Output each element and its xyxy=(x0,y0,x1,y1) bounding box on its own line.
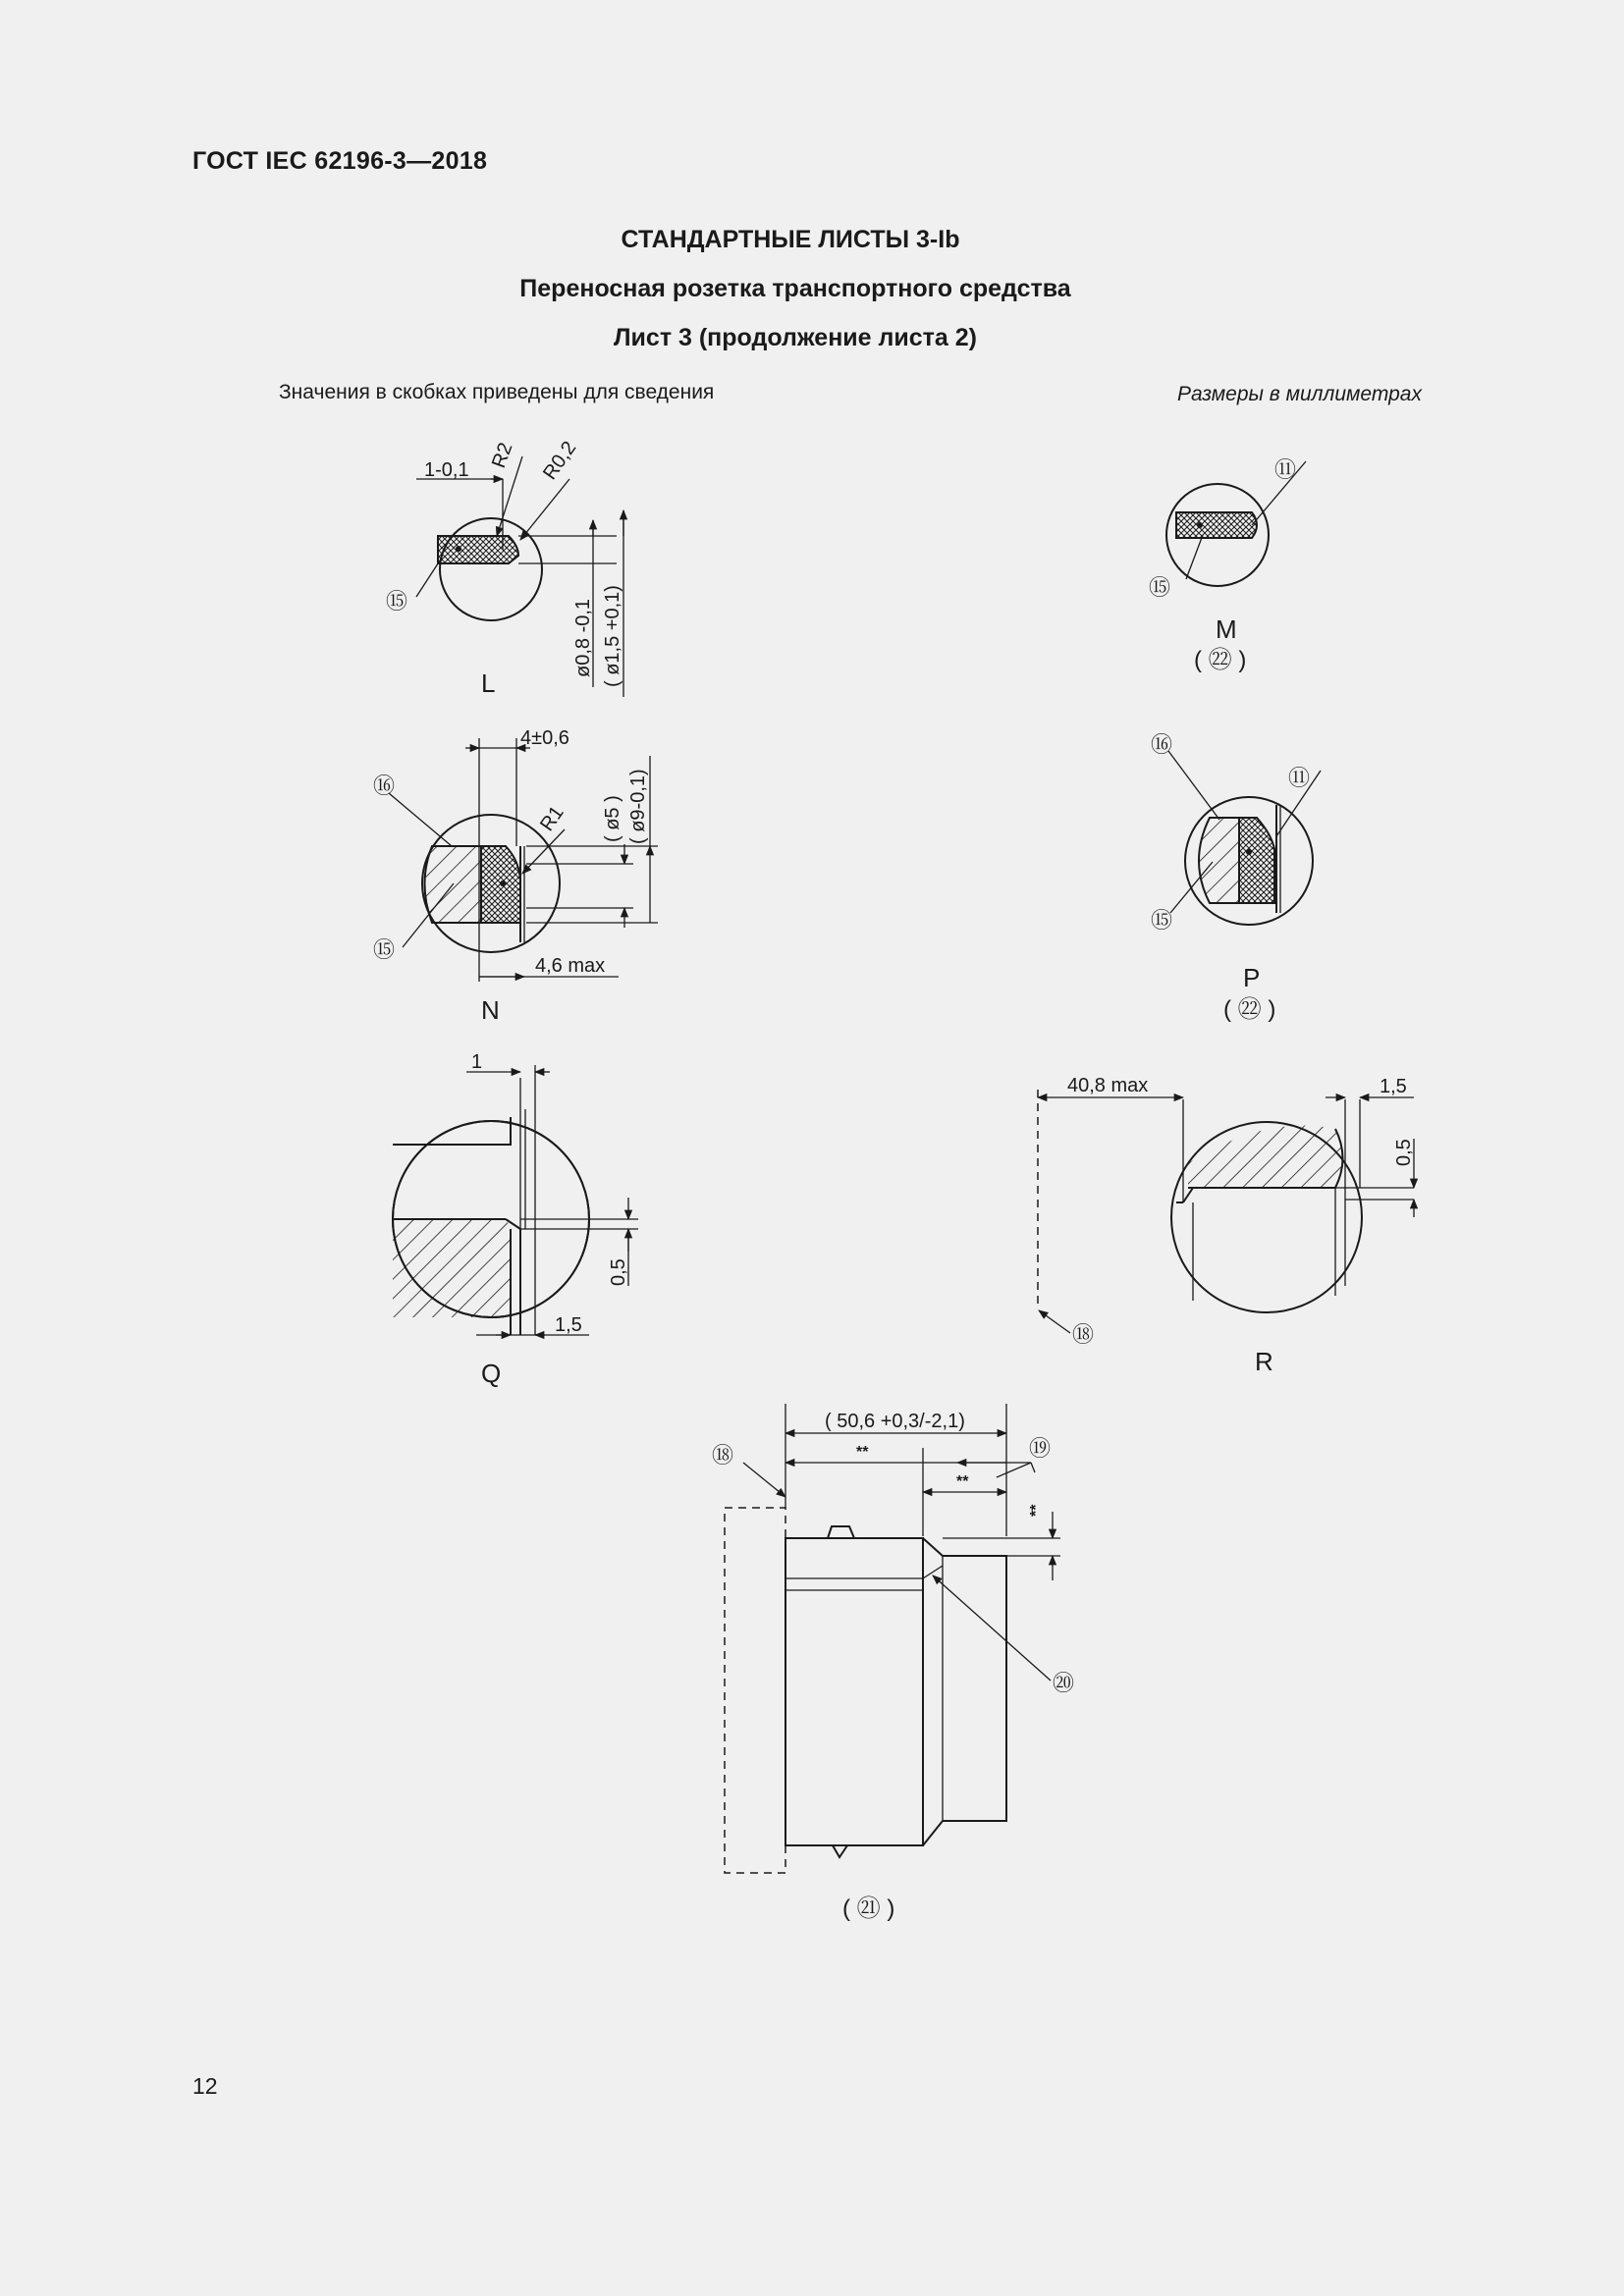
detail-M-caption: M xyxy=(1216,614,1237,644)
title-line-1: СТАНДАРТНЫЕ ЛИСТЫ 3-Ib xyxy=(621,226,960,253)
detail-Q-dim-1-5: 1,5 xyxy=(555,1314,582,1336)
page-number: 12 xyxy=(192,2073,218,2099)
detail-N-dim-radius: R1 xyxy=(536,802,568,835)
main-assembly xyxy=(712,1404,1074,1922)
detail-P-caption: P xyxy=(1243,963,1261,992)
detail-L-ref-15: ⑮ xyxy=(386,589,408,614)
reference-values-note: Значения в скобках приведены для сведения xyxy=(279,381,715,403)
detail-P-ref-11: ⑪ xyxy=(1288,766,1311,790)
detail-P-ref-16: ⑯ xyxy=(1151,732,1173,757)
detail-N-ref-15: ⑮ xyxy=(373,937,396,962)
main-dim-total-length: ( 50,6 +0,3/-2,1) xyxy=(825,1411,965,1432)
main-ref-19: ⑲ xyxy=(1029,1436,1052,1461)
detail-M xyxy=(1149,457,1306,673)
detail-L-dim-radius-0-2: R0,2 xyxy=(539,437,581,484)
detail-L-dim-diameter-0-8: ø0,8 -0,1 xyxy=(572,598,594,677)
main-ref-18: ⑱ xyxy=(712,1443,734,1468)
dimensions-unit-note: Размеры в миллиметрах xyxy=(1177,383,1422,405)
detail-L-dim-radius-2: R2 xyxy=(488,440,517,471)
detail-N-dim-depth: 4±0,6 xyxy=(520,727,569,749)
main-dim-marker-2: ** xyxy=(956,1473,969,1490)
detail-P-ref-15: ⑮ xyxy=(1151,908,1173,933)
main-dim-marker-1: ** xyxy=(856,1444,869,1461)
detail-M-ref-11: ⑪ xyxy=(1274,457,1297,482)
standard-code-header: ГОСТ IEC 62196-3—2018 xyxy=(192,147,488,175)
detail-L xyxy=(386,438,623,698)
detail-R-dim-1-5: 1,5 xyxy=(1380,1076,1407,1097)
detail-L-caption: L xyxy=(481,668,496,698)
detail-M-subcaption: ( ㉒ ) xyxy=(1194,647,1247,673)
detail-Q xyxy=(393,1051,638,1388)
detail-P xyxy=(1151,732,1321,1023)
detail-P-subcaption: ( ㉒ ) xyxy=(1223,996,1276,1023)
main-dim-marker-3: ** xyxy=(1028,1504,1045,1517)
main-ref-20: ⑳ xyxy=(1053,1671,1075,1695)
detail-L-dim-diameter-1-5: ( ø1,5 +0,1) xyxy=(602,585,623,687)
detail-R-caption: R xyxy=(1255,1347,1273,1376)
detail-R-ref-18: ⑱ xyxy=(1072,1322,1095,1347)
title-line-3: Лист 3 (продолжение листа 2) xyxy=(614,324,977,351)
detail-M-ref-15: ⑮ xyxy=(1149,575,1171,600)
detail-Q-caption: Q xyxy=(481,1359,502,1388)
detail-R-dim-0-5: 0,5 xyxy=(1393,1139,1415,1166)
detail-R-dim-max: 40,8 max xyxy=(1067,1075,1149,1096)
detail-R xyxy=(1038,1075,1415,1376)
main-assembly-caption: ( ㉑ ) xyxy=(842,1896,895,1922)
detail-Q-dim-0-5: 0,5 xyxy=(608,1258,629,1286)
title-line-2: Переносная розетка транспортного средства xyxy=(519,275,1071,302)
detail-N-dim-diameter-5: ( ø5 ) xyxy=(602,795,623,842)
detail-N-ref-16: ⑯ xyxy=(373,774,396,798)
detail-N-dim-diameter-9: ( ø9-0,1) xyxy=(627,769,649,844)
detail-Q-dim-1: 1 xyxy=(471,1051,483,1073)
detail-L-dim-width: 1-0,1 xyxy=(424,459,469,481)
detail-N-caption: N xyxy=(481,995,500,1025)
detail-N xyxy=(373,727,658,1025)
detail-N-dim-max: 4,6 max xyxy=(535,955,606,977)
